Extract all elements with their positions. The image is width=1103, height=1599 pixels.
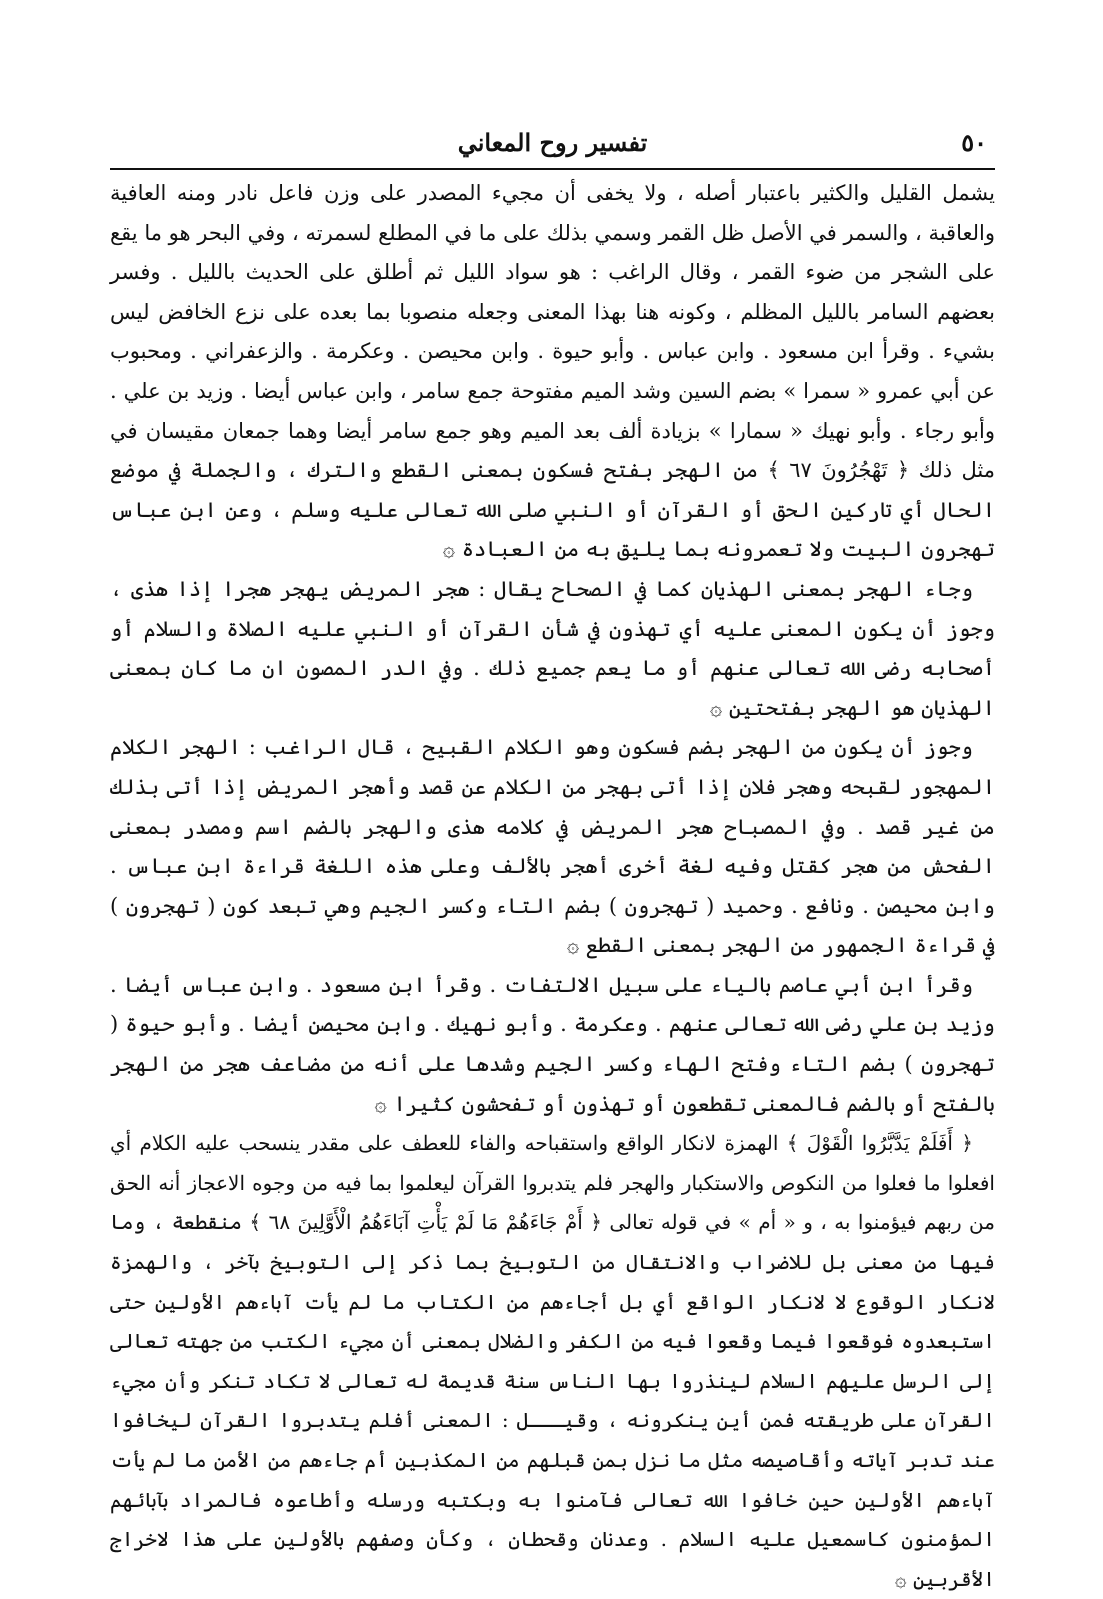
paragraph-4: وقرأ ابن أبي عاصم بالياء على سبيل الالتفات . وقرأ ابن مسعود . وابن عباس أيضا . وزيد بن علي رضى الله تعالى عنهم . وعكرمة . وأبو نهيك . وابن محيصن أيضا . وأبو حيوة ( تهجرون ) بضم التاء وفتح الهاء وكسر الجيم وشدها على أنه من مضاعف هجر من الهجر بالفتح أو بالضم فالمعنى تقطعون أو تهذون أو تفحشون كثيرا ۞	[110, 972, 995, 1116]
page-title: تفسير روح المعاني	[457, 128, 648, 157]
paragraph-3: وجوز أن يكون من الهجر بضم فسكون وهو الكلام القبيح ، قال الراغب : الهجر الكلام المهجور لقبحه وهجر فلان إذا أتى بهجر من الكلام عن قصد وأهجر المريض إذا أتى بذلك من غير قصد . وفي المصباح هجر المريض في كلامه هذى والهجر بالضم اسم ومصدر بمعنى الفحش من هجر كقتل وفيه لغة أخرى أهجر بالألف وعلى هذه اللغة قراءة ابن عباس . وابن محيصن . ونافع . وحميد ( تهجرون ) بضم التاء وكسر الجيم وهي تبعد كون ( تهجرون ) في قراءة الجمهور من الهجر بمعنى القطع ۞	[110, 735, 995, 958]
book-page	[110, 128, 995, 1599]
page-header	[110, 128, 995, 168]
paragraph-2: وجاء الهجر بمعنى الهذيان كما في الصحاح يقال : هجر المريض يهجر هجرا إذا هذى ، وجوز أن يكون المعنى عليه أي تهذون في شأن القرآن أو النبي عليه الصلاة والسلام أو أصحابه رضى الله تعالى عنهم أو ما يعم جميع ذلك . وفي الدر المصون ان ما كان بمعنى الهذيان هو الهجر بفتحتين ۞	[110, 576, 995, 720]
page-number: ٥٠	[961, 128, 987, 157]
paragraph-5: ﴿ أَفَلَمْ يَدَّبَّرُوا الْقَوْلَ ﴾ الهمزة لانكار الواقع واستقباحه والفاء للعطف على مقدر ينسحب عليه الكلام أي افعلوا ما فعلوا من النكوص والاستكبار والهجر فلم يتدبروا القرآن ليعلموا بما فيه من وجوه الاعجاز أنه الحق من ربهم فيؤمنوا به ، و « أم » في قوله تعالى ﴿ أَمْ جَاءَهُمْ مَا لَمْ يَأْتِ آبَاءَهُمُ الْأَوَّلِينَ ٦٨ ﴾ منقطعة ، وما فيها من معنى بل للاضراب والانتقال من التوبيخ بما ذكر إلى التوبيخ بآخر ، والهمزة لانكار الوقوع لا لانكار الواقع أي بل أجاءهم من الكتاب ما لم يأت آباءهم الأولين حتى استبعدوه فوقعوا فيما وقعوا فيه من الكفر والضلال بمعنى أن مجيء الكتب من جهته تعالى إلى الرسل عليهم السلام لينذروا بها الناس سنة قديمة له تعالى لا تكاد تنكر وأن مجيء القرآن على طريقته فمن أين ينكرونه ، وقيـــل : المعنى أفلم يتدبروا القرآن ليخافوا عند تدبر آياته وأقاصيصه مثل ما نزل بمن قبلهم من المكذبين أم جاءهم من الأمن ما لم يأت آباءهم الأولين حين خافوا الله تعالى فآمنوا به وبكتبه ورسله وأطاعوه فالمراد بآبائهم المؤمنون كاسمعيل عليه السلام . وعدنان وقحطان ، وكأن وصفهم بالأولين على هذا لاخراج الأقربين ۞	[110, 1131, 995, 1591]
header-rule	[110, 168, 995, 170]
body-text	[110, 174, 995, 1599]
paragraph-1: يشمل القليل والكثير باعتبار أصله ، ولا يخفى أن مجيء المصدر على وزن فاعل نادر ومنه العافية والعاقبة ، والسمر في الأصل ظل القمر وسمي بذلك على ما في المطلع لسمرته ، وفي البحر هو ما يقع على الشجر من ضوء القمر ، وقال الراغب : هو سواد الليل ثم أطلق على الحديث بالليل . وفسر بعضهم السامر بالليل المظلم ، وكونه هنا بهذا المعنى وجعله منصوبا بما بعده على نزع الخافض ليس بشيء . وقرأ ابن مسعود . وابن عباس . وأبو حيوة . وابن محيصن . وعكرمة . والزعفراني . ومحبوب عن أبي عمرو « سمرا » بضم السين وشد الميم مفتوحة جمع سامر ، وابن عباس أيضا . وزيد بن علي . وأبو رجاء . وأبو نهيك « سمارا » بزيادة ألف بعد الميم وهو جمع سامر أيضا وهما جمعان مقيسان في مثل ذلك ﴿ تَهْجُرُونَ ٦٧ ﴾ من الهجر بفتح فسكون بمعنى القطع والترك ، والجملة في موضع الحال أي تاركين الحق أو القرآن أو النبي صلى الله تعالى عليه وسلم ، وعن ابن عباس تهجرون البيت ولا تعمرونه بما يليق به من العبادة ۞	[110, 181, 995, 562]
